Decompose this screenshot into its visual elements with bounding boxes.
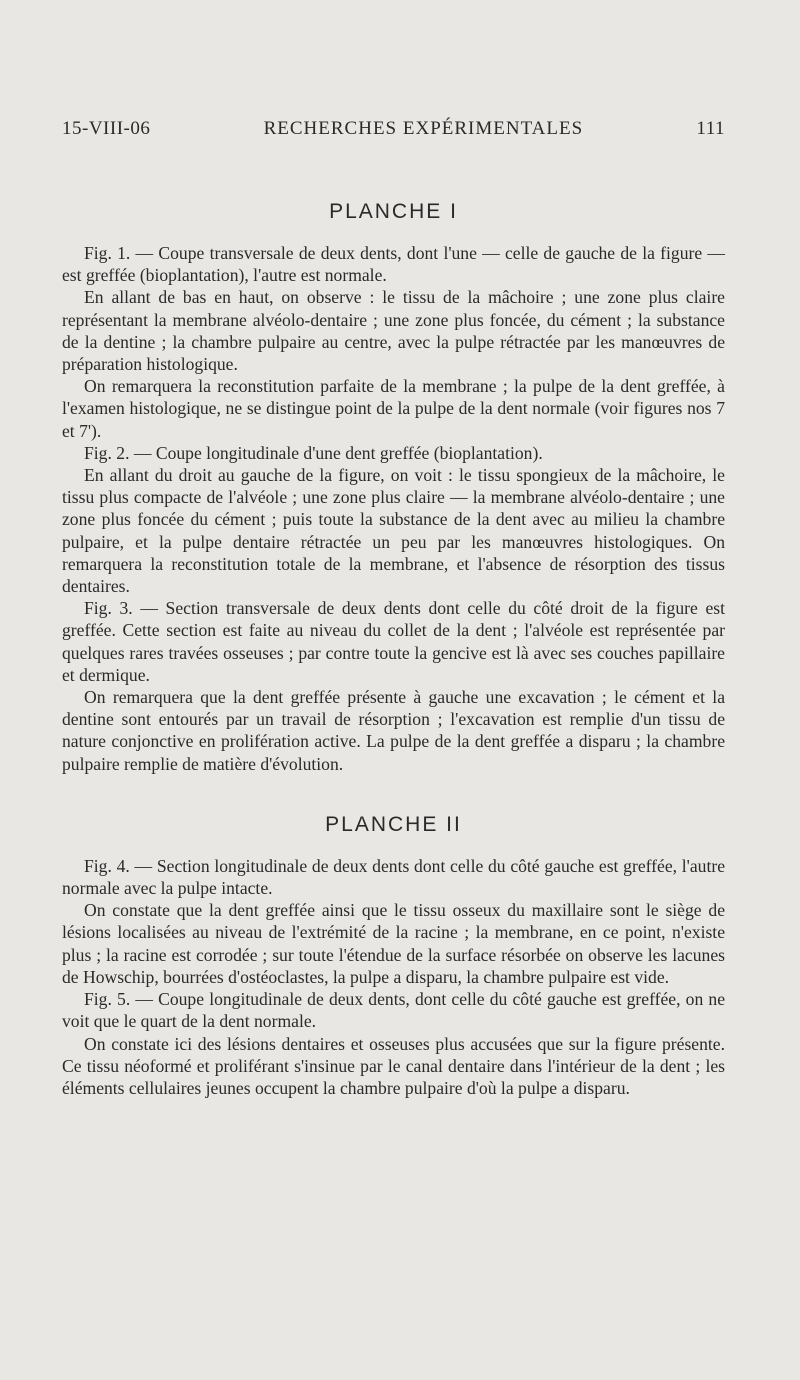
page-number: 111 <box>696 118 725 139</box>
plate-2-paragraph: On constate que la dent greffée ainsi que le tissu osseux du maxillaire sont le siège de lésions localisées au niveau de l'extrémité de la racine ; la membrane, en ce point, n'existe plus ; la racine est corrodée ; sur toute l'étendue de la surface résorbée on observe les lacunes de Howschip, bourrées d'ostéoclastes, la pulpe a disparu, la chambre pulpaire est vide. <box>62 900 725 987</box>
fig-3-caption: Fig. 3. — Section transversale de deux dents dont celle du côté droit de la figure est greffée. Cette section est faite au niveau du collet de la dent ; l'alvéole est représentée par quelques rares travées osseuses ; par contre toute la gencive est là avec ses couches papillaire et dermique. <box>62 598 725 685</box>
plate-2-heading: PLANCHE II <box>325 812 462 836</box>
plate-1-heading: PLANCHE I <box>329 200 458 223</box>
running-head-title: RECHERCHES EXPÉRIMENTALES <box>263 118 584 139</box>
plate-1-paragraph: En allant du droit au gauche de la figure, on voit : le tissu spongieux de la mâchoire, le tissu plus compacte de l'alvéole ; une zone plus claire — la membrane alvéolo-dentaire ; une zone plus foncée du cément ; puis toute la substance de la dent avec au milieu la chambre pulpaire, et la pulpe dentaire rétractée un peu par les manœuvres histologiques. On remarquera la reconstitution totale de la membrane, et l'absence de résorption des tissus dentaires. <box>62 465 725 597</box>
plate-2-paragraph: On constate ici des lésions dentaires et osseuses plus accusées que sur la figure présente. Ce tissu néoformé et proliférant s'insinue par le canal dentaire dans l'intérieur de la dent ; les éléments cellulaires jeunes occupent la chambre pulpaire d'où la pulpe a disparu. <box>62 1033 725 1098</box>
running-head <box>62 118 725 140</box>
plate-1-paragraph: On remarquera la reconstitution parfaite de la membrane ; la pulpe de la dent greffée, à l'examen histologique, ne se distingue point de la pulpe de la dent normale (voir figures nos 7 et 7'). <box>62 376 725 441</box>
plate-2-section <box>62 813 725 1099</box>
fig-4-caption: Fig. 4. — Section longitudinale de deux dents dont celle du côté gauche est greffée, l'autre normale avec la pulpe intacte. <box>62 855 725 899</box>
fig-1-caption: Fig. 1. — Coupe transversale de deux dents, dont l'une — celle de gauche de la figure — est greffée (bioplantation), l'autre est normale. <box>62 243 725 286</box>
plate-1-section <box>62 200 725 775</box>
plate-1-paragraph: En allant de bas en haut, on observe : le tissu de la mâchoire ; une zone plus claire représentant la membrane alvéolo-dentaire ; une zone plus foncée, du cément ; la substance de la dentine ; la chambre pulpaire au centre, avec la pulpe rétractée par les manœuvres de préparation histologique. <box>62 287 725 375</box>
fig-2-caption: Fig. 2. — Coupe longitudinale d'une dent greffée (bioplantation). <box>84 442 543 463</box>
plate-1-paragraph: On remarquera que la dent greffée présente à gauche une excavation ; le cément et la dentine sont entourés par un travail de résorption ; l'excavation est remplie d'un tissu de nature conjonctive en prolifération active. La pulpe de la dent greffée a disparu ; la chambre pulpaire remplie de matière d'évolution. <box>62 687 725 774</box>
running-head-date: 15-VIII-06 <box>62 118 151 139</box>
fig-5-caption: Fig. 5. — Coupe longitudinale de deux dents, dont celle du côté gauche est greffée, on ne voit que le quart de la dent normale. <box>62 989 725 1032</box>
